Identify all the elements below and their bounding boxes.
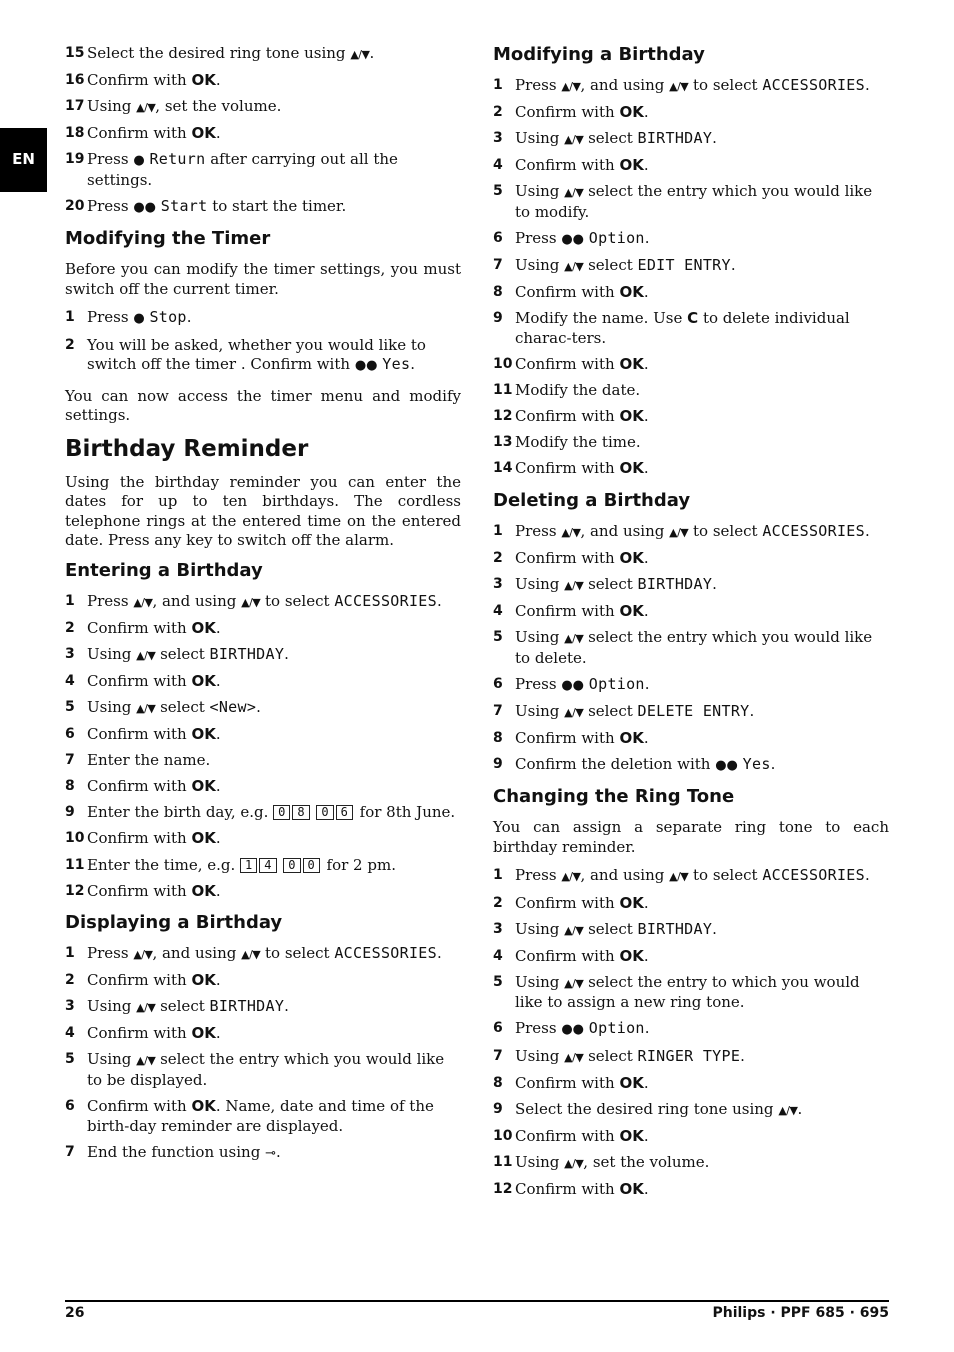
step-item: 2 You will be asked, whether you would like to switch off the timer . Confirm with ●● Yes. [65, 335, 426, 374]
step-number: 6 [65, 726, 75, 743]
up-down-arrows-icon: ▲/▼ [778, 1103, 798, 1117]
key-label: OK [619, 459, 644, 478]
up-down-arrows-icon: ▲/▼ [350, 48, 370, 61]
up-down-arrows-icon: ▲/▼ [564, 1050, 584, 1064]
step-item: 3 Using ▲/▼ select BIRTHDAY. [493, 919, 717, 938]
step-number: 8 [493, 729, 503, 746]
display-text: RINGER TYPE [637, 1046, 741, 1065]
step-item: 7 Using ▲/▼ select DELETE ENTRY. [493, 701, 755, 720]
step-number: 16 [65, 72, 85, 89]
keypad-key: 0 [283, 858, 300, 873]
step-item: 4 Confirm with OK. [65, 671, 221, 690]
step-number: 3 [65, 998, 75, 1015]
step-item: 10 Confirm with OK. [65, 829, 221, 848]
step-item: 11 Enter the time, e.g. 1 4 0 0 for 2 pm. [65, 855, 396, 874]
product-name: Philips · PPF 685 · 695 [712, 1305, 889, 1321]
modifying-timer-outro: You can now access the timer menu and modify settings. [65, 386, 461, 425]
softkey-one-dot-icon: ● [133, 311, 145, 327]
up-down-arrows-icon: ▲/▼ [561, 80, 581, 93]
step-item: 2 Confirm with OK. [65, 618, 221, 637]
keypad-key: 8 [292, 805, 309, 820]
step-number: 5 [65, 1051, 75, 1068]
up-down-arrows-icon: ▲/▼ [136, 101, 156, 115]
step-number: 3 [493, 130, 503, 147]
step-item: 18 Confirm with OK. [65, 124, 221, 143]
timer-continued-steps [65, 44, 461, 217]
key-label: OK [619, 1180, 644, 1198]
key-label: OK [619, 103, 644, 122]
step-item: 16 Confirm with OK. [65, 71, 221, 90]
display-text: BIRTHDAY [637, 919, 713, 938]
step-number: 9 [493, 310, 503, 327]
up-down-arrows-icon: ▲/▼ [564, 133, 584, 147]
step-number: 3 [493, 920, 503, 937]
display-text: Option [588, 674, 645, 693]
language-label: EN [12, 150, 35, 168]
step-item: 7 Using ▲/▼ select RINGER TYPE. [493, 1046, 745, 1065]
step-item: 10 Confirm with OK. [493, 354, 649, 373]
step-item: 4 Confirm with OK. [493, 946, 649, 965]
key-label: OK [619, 946, 644, 965]
up-down-arrows-icon: ▲/▼ [241, 595, 261, 609]
birthday-reminder-intro: Using the birthday reminder you can enter the dates for up to ten birthdays. The cordless telephone rings at the entered time on the entered date. Press any key to switch off the alarm. [65, 472, 461, 550]
step-item: 8 Confirm with OK. [493, 728, 649, 747]
key-label: OK [191, 124, 216, 143]
entering-birthday-heading: Entering a Birthday [65, 559, 263, 581]
step-item: 17 Using ▲/▼, set the volume. [65, 97, 282, 116]
step-item: 1 Press ● Stop. [65, 308, 192, 327]
step-item: 4 Confirm with OK. [65, 1024, 221, 1043]
display-text: ACCESSORIES [762, 866, 865, 885]
step-number: 6 [493, 675, 503, 692]
step-number: 4 [493, 947, 503, 964]
step-item: 11 Using ▲/▼, set the volume. [493, 1152, 710, 1171]
right-column [493, 44, 889, 1211]
step-number: 1 [493, 77, 503, 93]
softkey-one-dot-icon: ● [133, 153, 145, 169]
key-label: OK [619, 728, 644, 747]
step-item: 6 Press ●● Option. [493, 1019, 650, 1038]
step-item: 3 Using ▲/▼ select BIRTHDAY. [65, 997, 289, 1016]
step-item: 8 Confirm with OK. [493, 1073, 649, 1092]
key-label: OK [619, 156, 644, 175]
step-item: 5 Using ▲/▼ select <New>. [65, 697, 261, 716]
step-number: 5 [65, 698, 75, 715]
key-label: OK [619, 283, 644, 302]
step-number: 1 [493, 867, 503, 884]
keypad-key: 6 [336, 805, 353, 820]
display-text: Start [160, 196, 208, 215]
step-number: 4 [493, 603, 503, 619]
keypad-key: 1 [240, 858, 257, 873]
birthday-reminder-heading: Birthday Reminder [65, 435, 309, 462]
displaying-birthday-steps [65, 944, 461, 1163]
step-item: 9 Modify the name. Use C to delete individual charac-ters. [493, 309, 850, 347]
display-text: Return [149, 150, 206, 169]
step-number: 7 [493, 702, 503, 719]
step-item: 7 Using ▲/▼ select EDIT ENTRY. [493, 256, 736, 275]
step-item: 1 Press ▲/▼, and using ▲/▼ to select ACCESSORIES. [493, 521, 870, 540]
step-number: 1 [65, 945, 75, 962]
softkey-two-dot-icon: ●● [133, 199, 156, 215]
up-down-arrows-icon: ▲/▼ [564, 260, 584, 274]
display-text: Yes [742, 754, 771, 773]
step-number: 3 [493, 575, 503, 592]
key-label: OK [191, 829, 216, 848]
step-item: 12 Confirm with OK. [493, 407, 649, 426]
step-item: 19 Press ● Return after carrying out all the settings. [65, 150, 398, 189]
display-text: Stop [149, 308, 187, 327]
softkey-two-dot-icon: ●● [561, 1022, 584, 1038]
step-number: 12 [493, 408, 513, 425]
step-item: 9 Confirm the deletion with ●● Yes. [493, 754, 776, 773]
step-item: 10 Confirm with OK. [493, 1126, 649, 1145]
softkey-two-dot-icon: ●● [561, 677, 584, 693]
step-number: 2 [493, 104, 503, 121]
keypad-key: 0 [303, 858, 320, 873]
step-number: 8 [493, 284, 503, 301]
step-number: 4 [65, 1025, 75, 1042]
step-item: 6 Press ●● Option. [493, 228, 650, 247]
keypad-key: 0 [273, 805, 290, 820]
step-number: 6 [493, 1020, 503, 1037]
display-text: ACCESSORIES [762, 521, 865, 540]
step-number: 15 [65, 45, 85, 61]
key-label: OK [619, 1126, 644, 1145]
up-down-arrows-icon: ▲/▼ [136, 1001, 156, 1015]
step-item: 6 Confirm with OK. [65, 725, 221, 744]
step-item: 1 Press ▲/▼, and using ▲/▼ to select ACCESSORIES. [65, 591, 442, 610]
step-item: 9 Select the desired ring tone using ▲/▼. [493, 1099, 803, 1118]
up-down-arrows-icon: ▲/▼ [561, 525, 581, 539]
keypad-key: 4 [259, 858, 276, 873]
step-item: 6 Confirm with OK. Name, date and time of the birth-day reminder are displayed. [65, 1097, 434, 1135]
step-item: 3 Using ▲/▼ select BIRTHDAY. [493, 129, 717, 148]
key-label: OK [191, 725, 216, 744]
deleting-birthday-heading: Deleting a Birthday [493, 489, 691, 511]
step-number: 10 [493, 355, 513, 372]
keypad-key: 0 [316, 805, 333, 820]
key-label: OK [191, 618, 216, 637]
key-label: C [687, 309, 699, 328]
step-number: 11 [65, 856, 85, 873]
step-item: 2 Confirm with OK. [493, 548, 649, 567]
up-down-arrows-icon: ▲/▼ [564, 1156, 584, 1170]
up-down-arrows-icon: ▲/▼ [669, 870, 689, 884]
step-item: 2 Confirm with OK. [493, 103, 649, 122]
step-item: 4 Confirm with OK. [493, 156, 649, 175]
changing-ring-tone-steps [493, 866, 889, 1199]
entering-birthday-steps [65, 592, 461, 902]
step-number: 17 [65, 98, 85, 115]
changing-ring-tone-intro: You can assign a separate ring tone to each birthday reminder. [493, 818, 889, 856]
step-item: 2 Confirm with OK. [493, 893, 649, 912]
up-down-arrows-icon: ▲/▼ [136, 701, 156, 715]
key-label: OK [191, 1024, 216, 1043]
step-number: 6 [493, 229, 503, 246]
key-label: OK [619, 354, 644, 373]
up-down-arrows-icon: ▲/▼ [564, 186, 584, 200]
language-tab [0, 128, 47, 192]
step-number: 7 [493, 257, 503, 274]
step-number: 1 [493, 522, 503, 539]
key-label: OK [619, 407, 644, 426]
step-number: 4 [493, 157, 503, 174]
display-text: EDIT ENTRY [637, 256, 731, 275]
step-number: 10 [493, 1127, 513, 1144]
step-number: 12 [65, 882, 85, 899]
step-item: 20 Press ●● Start to start the timer. [65, 196, 347, 215]
key-label: OK [619, 1073, 644, 1092]
step-number: 9 [493, 1100, 503, 1117]
step-number: 11 [493, 1153, 513, 1170]
display-text: ACCESSORIES [334, 591, 437, 610]
up-down-arrows-icon: ▲/▼ [136, 1054, 156, 1068]
step-number: 7 [493, 1047, 503, 1064]
step-number: 20 [65, 197, 85, 214]
step-number: 12 [493, 1181, 513, 1197]
modifying-birthday-heading: Modifying a Birthday [493, 44, 705, 65]
display-text: ACCESSORIES [334, 944, 437, 963]
step-number: 8 [493, 1074, 503, 1091]
softkey-two-dot-icon: ●● [715, 757, 738, 773]
step-item: 5 Using ▲/▼ select the entry which you would like to be displayed. [65, 1050, 445, 1089]
step-item: 3 Using ▲/▼ select BIRTHDAY. [65, 644, 289, 663]
step-item: 5 Using ▲/▼ select the entry which you would like to delete. [493, 628, 873, 667]
step-item: 13 Modify the time. [493, 433, 641, 452]
step-number: 2 [493, 549, 503, 566]
step-number: 19 [65, 151, 85, 168]
up-down-arrows-icon: ▲/▼ [564, 705, 584, 719]
display-text: BIRTHDAY [637, 129, 713, 148]
key-label: OK [619, 893, 644, 912]
key-label: OK [191, 71, 216, 90]
step-number: 2 [65, 972, 75, 989]
step-item: 2 Confirm with OK. [65, 971, 221, 990]
step-item: 7 End the function using ⊸. [65, 1142, 281, 1161]
modifying-timer-heading: Modifying the Timer [65, 228, 271, 250]
step-number: 1 [65, 309, 75, 326]
step-item: 5 Using ▲/▼ select the entry which you would like to modify. [493, 182, 873, 221]
softkey-two-dot-icon: ●● [561, 231, 584, 247]
step-number: 5 [493, 973, 503, 990]
step-item: 8 Confirm with OK. [493, 283, 649, 302]
step-item: 7 Enter the name. [65, 751, 211, 770]
display-text: DELETE ENTRY [637, 701, 750, 720]
step-number: 2 [65, 619, 75, 636]
display-text: <New> [209, 697, 257, 716]
changing-ring-tone-heading: Changing the Ring Tone [493, 786, 735, 808]
modifying-timer-intro: Before you can modify the timer settings, you must switch off the current timer. [65, 260, 461, 298]
step-number: 13 [493, 434, 513, 451]
up-down-arrows-icon: ▲/▼ [136, 648, 156, 662]
up-down-arrows-icon: ▲/▼ [564, 632, 584, 646]
step-number: 9 [493, 755, 503, 772]
step-number: 5 [493, 629, 503, 646]
left-column [65, 44, 461, 1174]
step-item: 14 Confirm with OK. [493, 459, 649, 478]
display-text: BIRTHDAY [209, 997, 285, 1016]
up-down-arrows-icon: ▲/▼ [564, 976, 584, 990]
step-number: 4 [65, 672, 75, 689]
key-label: OK [191, 671, 216, 690]
step-number: 1 [65, 592, 75, 609]
step-item: 12 Confirm with OK. [65, 881, 221, 900]
step-number: 14 [493, 460, 513, 477]
up-down-arrows-icon: ▲/▼ [669, 80, 689, 93]
up-down-arrows-icon: ▲/▼ [561, 870, 581, 884]
key-label: OK [619, 602, 644, 620]
step-number: 7 [65, 1143, 75, 1160]
end-call-icon: ⊸ [265, 1145, 276, 1161]
step-item: 15 Select the desired ring tone using ▲/▼. [65, 44, 375, 62]
displaying-birthday-heading: Displaying a Birthday [65, 912, 283, 934]
deleting-birthday-steps [493, 522, 889, 776]
key-label: OK [191, 777, 216, 796]
step-number: 8 [65, 778, 75, 795]
step-number: 3 [65, 645, 75, 662]
step-number: 2 [493, 894, 503, 911]
step-item: 1 Press ▲/▼, and using ▲/▼ to select ACCESSORIES. [493, 76, 870, 94]
display-text: Option [588, 228, 645, 247]
step-item: 9 Enter the birth day, e.g. 0 8 0 6 for 8th June. [65, 803, 456, 822]
up-down-arrows-icon: ▲/▼ [564, 923, 584, 937]
softkey-two-dot-icon: ●● [354, 358, 378, 374]
step-number: 6 [65, 1098, 75, 1115]
step-item: 8 Confirm with OK. [65, 777, 221, 796]
key-label: OK [191, 1097, 216, 1116]
step-number: 18 [65, 125, 85, 142]
key-label: OK [191, 881, 216, 900]
display-text: BIRTHDAY [209, 644, 285, 663]
up-down-arrows-icon: ▲/▼ [669, 525, 689, 539]
up-down-arrows-icon: ▲/▼ [241, 948, 261, 962]
modifying-birthday-steps [493, 76, 889, 479]
step-item: 3 Using ▲/▼ select BIRTHDAY. [493, 574, 717, 593]
footer-divider [65, 1300, 889, 1302]
step-number: 7 [65, 752, 75, 769]
step-item: 1 Press ▲/▼, and using ▲/▼ to select ACCESSORIES. [65, 944, 442, 963]
step-item: 1 Press ▲/▼, and using ▲/▼ to select ACCESSORIES. [493, 866, 870, 885]
step-number: 10 [65, 830, 85, 847]
key-label: OK [191, 971, 216, 990]
display-text: BIRTHDAY [637, 574, 713, 593]
step-item: 12 Confirm with OK. [493, 1180, 649, 1198]
step-number: 5 [493, 183, 503, 200]
step-item: 4 Confirm with OK. [493, 602, 649, 620]
step-item: 11 Modify the date. [493, 380, 641, 399]
step-item: 6 Press ●● Option. [493, 674, 650, 693]
step-number: 9 [65, 804, 75, 821]
up-down-arrows-icon: ▲/▼ [133, 595, 153, 609]
step-item: 5 Using ▲/▼ select the entry to which you would like to assign a new ring tone. [493, 972, 860, 1012]
step-number: 2 [65, 336, 75, 353]
display-text: Option [588, 1019, 645, 1038]
display-text: Yes [382, 355, 411, 374]
up-down-arrows-icon: ▲/▼ [133, 948, 153, 962]
key-label: OK [619, 548, 644, 567]
up-down-arrows-icon: ▲/▼ [564, 578, 584, 592]
page-number: 26 [65, 1305, 85, 1321]
display-text: ACCESSORIES [762, 76, 865, 94]
step-number: 11 [493, 381, 513, 398]
modifying-timer-steps [65, 308, 461, 375]
